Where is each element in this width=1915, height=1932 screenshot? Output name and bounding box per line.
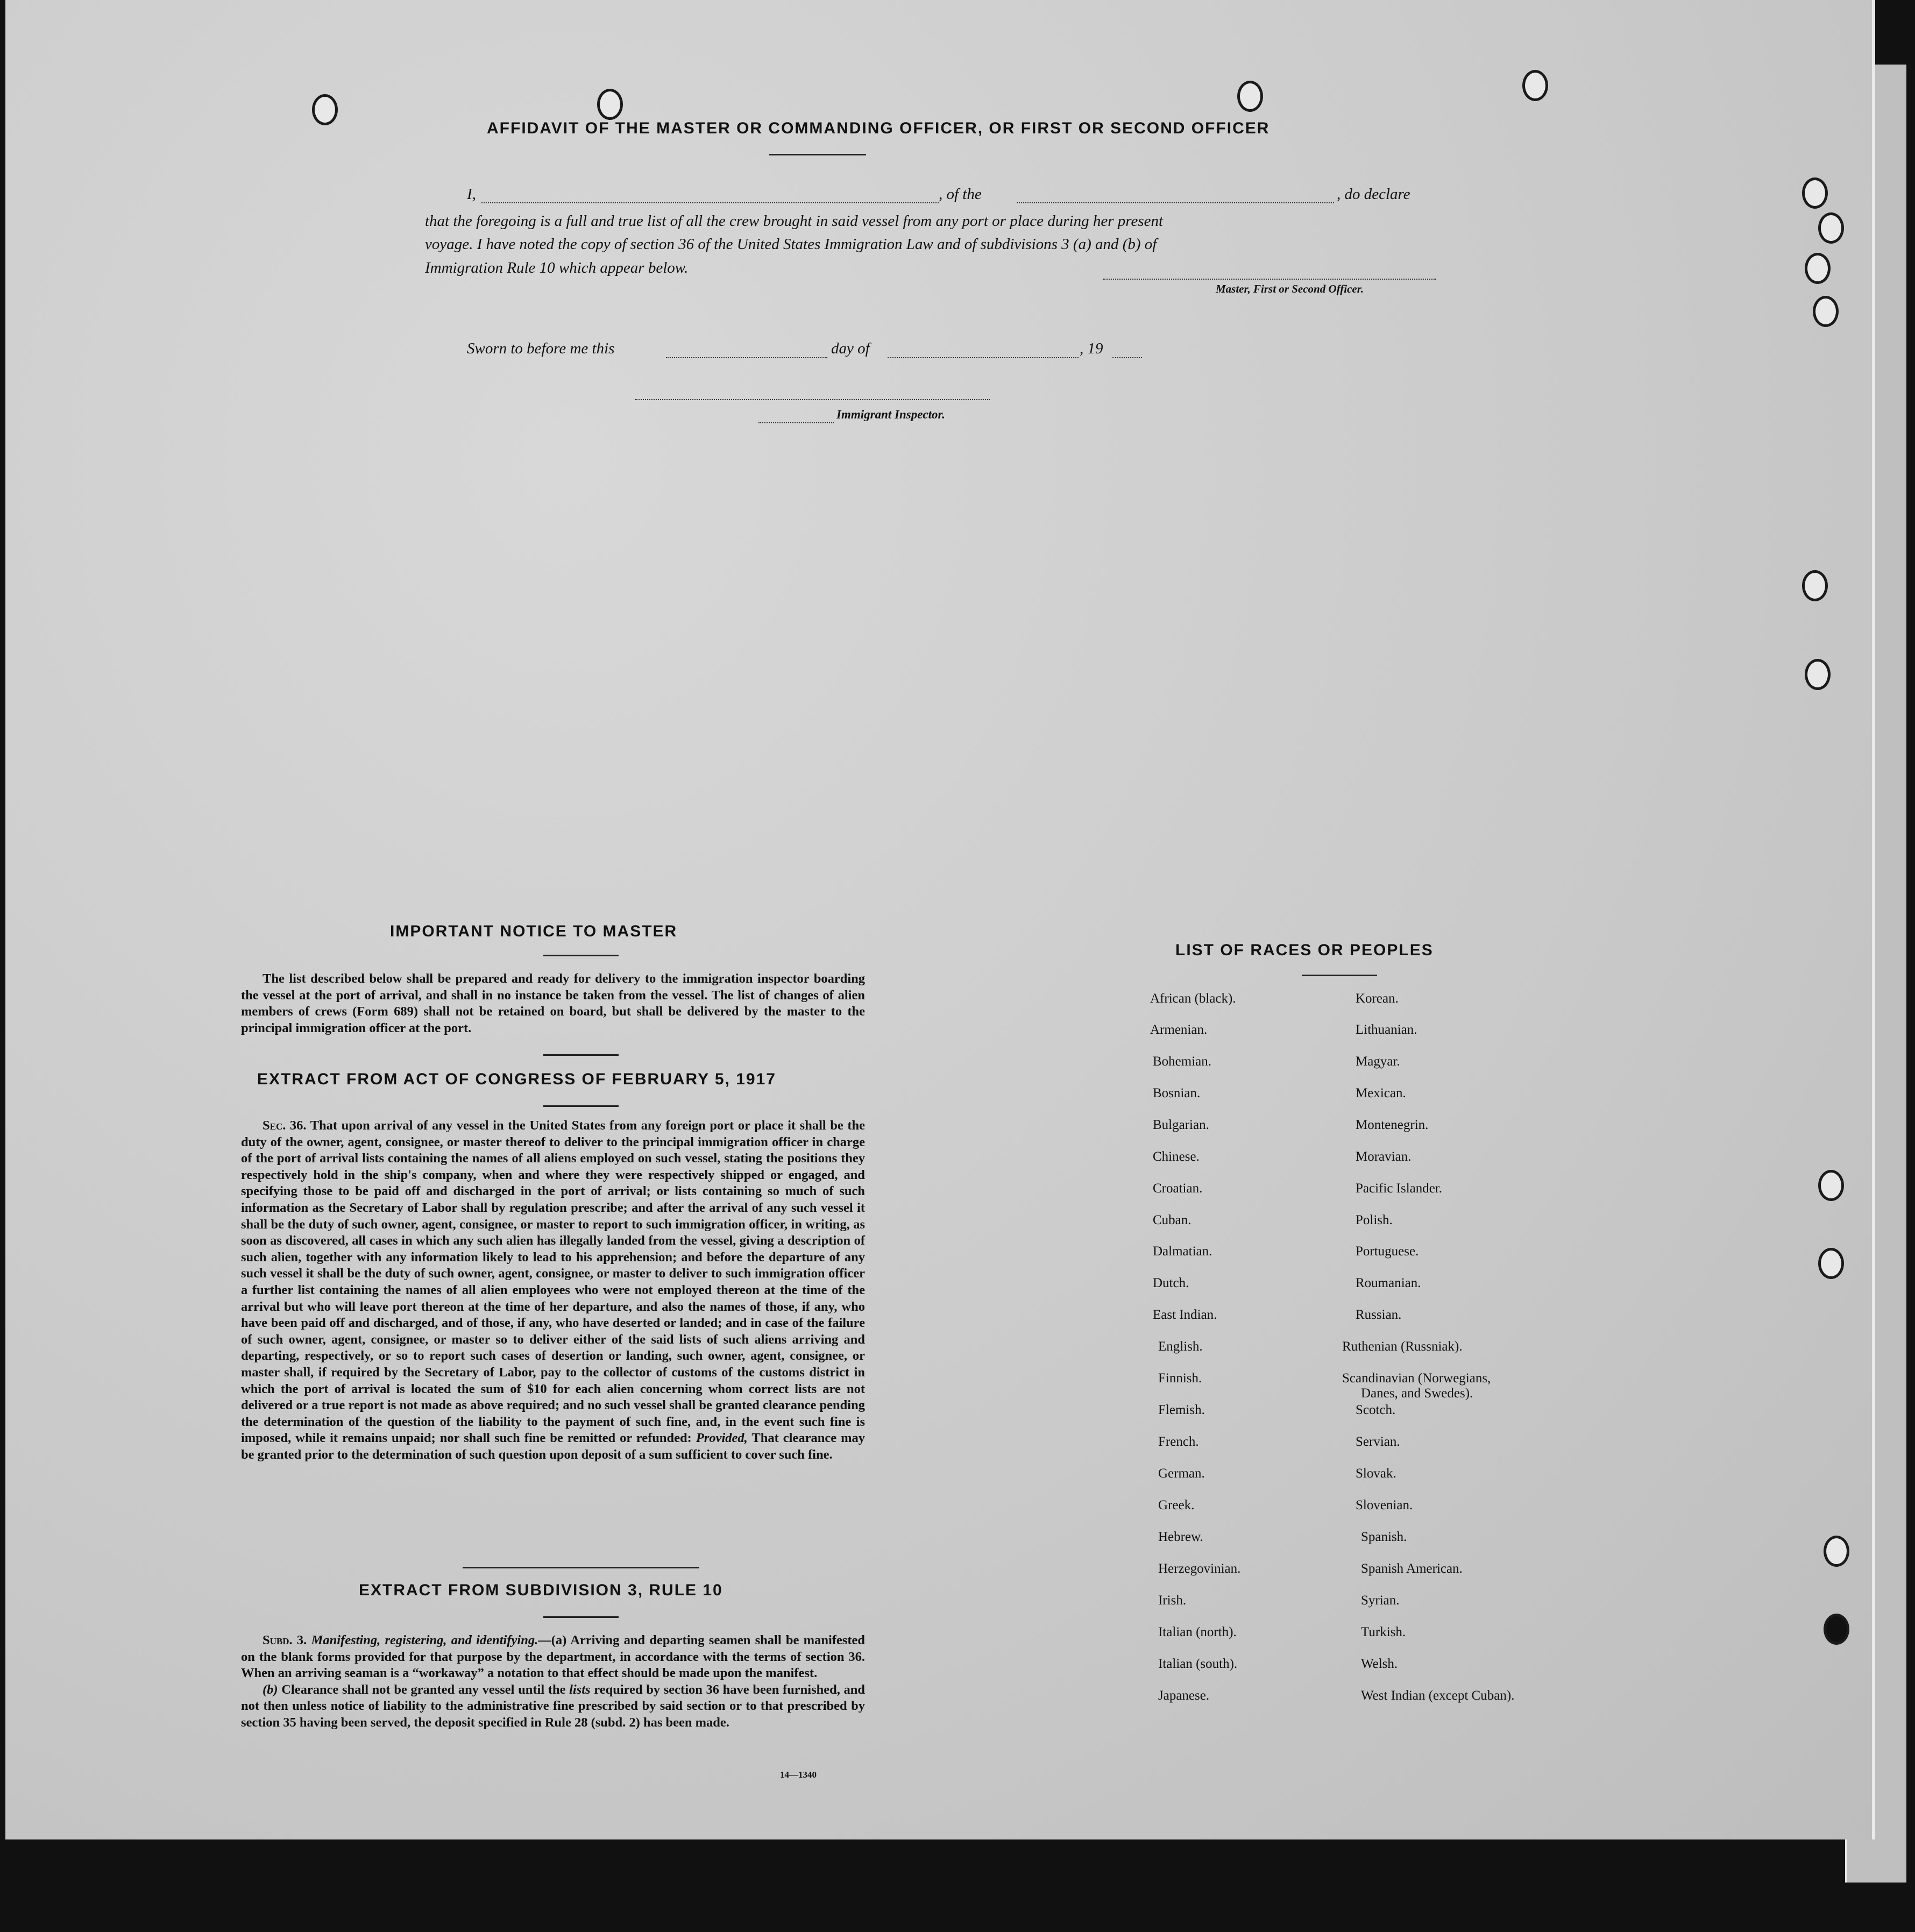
- affidavit-title: AFFIDAVIT OF THE MASTER OR COMMANDING OFFICER, OR FIRST OR SECOND OFFICER: [487, 119, 1270, 137]
- race-item: Scotch.: [1356, 1403, 1396, 1417]
- sworn-year-blank[interactable]: [1112, 357, 1142, 358]
- binder-hole-icon: [1824, 1536, 1849, 1567]
- race-item: Herzegovinian.: [1158, 1561, 1241, 1576]
- race-item: Mexican.: [1356, 1086, 1406, 1100]
- race-item: Armenian.: [1150, 1022, 1208, 1037]
- divider: [769, 154, 866, 155]
- race-item: Welsh.: [1361, 1657, 1398, 1671]
- race-item: Hebrew.: [1158, 1530, 1203, 1544]
- divider: [543, 1105, 619, 1107]
- inspector-dots: [758, 422, 834, 423]
- provided-label: Provided,: [696, 1431, 748, 1446]
- affidavit-i: I,: [467, 186, 476, 203]
- race-item: Finnish.: [1158, 1371, 1202, 1386]
- binder-hole-icon: [1805, 659, 1831, 690]
- binder-hole-icon: [597, 89, 623, 120]
- race-item: Turkish.: [1361, 1625, 1406, 1639]
- race-item: Bosnian.: [1153, 1086, 1201, 1100]
- subd-heading: Manifesting, registering, and identifying.: [311, 1633, 538, 1647]
- form-number: 14—1340: [780, 1770, 817, 1780]
- race-item: Japanese.: [1158, 1688, 1210, 1703]
- race-item: German.: [1158, 1466, 1205, 1481]
- race-item: Syrian.: [1361, 1593, 1400, 1608]
- race-item: Flemish.: [1158, 1403, 1205, 1417]
- race-item: Portuguese.: [1356, 1244, 1419, 1259]
- race-item: East Indian.: [1153, 1308, 1217, 1322]
- races-title: LIST OF RACES OR PEOPLES: [1175, 941, 1434, 959]
- divider: [543, 955, 619, 956]
- race-item: Dalmatian.: [1153, 1244, 1212, 1259]
- binder-hole-icon: [1813, 296, 1839, 327]
- race-item: French.: [1158, 1434, 1199, 1449]
- name-blank[interactable]: [481, 202, 939, 203]
- inspector-caption: Immigrant Inspector.: [836, 408, 945, 421]
- race-item: Dutch.: [1153, 1276, 1189, 1290]
- race-item: Bohemian.: [1153, 1054, 1212, 1069]
- sworn-day-blank[interactable]: [666, 357, 827, 358]
- a-text: Arriving and departing seamen shall be manifested on the blank forms provided for that purpose by the department, in accordance with the terms of section 36. When an arriving seaman is a “workaway” a notation to that effect should be made upon the manifest.: [241, 1633, 866, 1681]
- sworn-year: , 19: [1080, 340, 1103, 357]
- race-item: Scandinavian (Norwegians,: [1342, 1371, 1491, 1386]
- divider: [1302, 975, 1377, 976]
- race-item: Greek.: [1158, 1498, 1195, 1512]
- race-item: Moravian.: [1356, 1149, 1412, 1164]
- affidavit-of-the: , of the: [939, 186, 982, 203]
- divider: [543, 1054, 619, 1056]
- binder-hole-icon: [1818, 212, 1844, 244]
- race-item: Cuban.: [1153, 1213, 1191, 1227]
- provided-text: That clearance may be granted prior to the determination of such question upon deposit of a sum sufficient to cover such fine.: [241, 1431, 865, 1462]
- binder-hole-icon: [1818, 1248, 1844, 1279]
- b-lists: lists: [569, 1682, 591, 1697]
- race-item: Lithuanian.: [1356, 1022, 1417, 1037]
- race-item: Slovak.: [1356, 1466, 1396, 1481]
- race-item: Italian (south).: [1158, 1657, 1238, 1671]
- affidavit-body-line: Immigration Rule 10 which appear below.: [425, 259, 689, 276]
- sec-label: Sec. 36.: [263, 1118, 307, 1133]
- binder-hole-icon: [1805, 253, 1831, 284]
- sworn-prefix: Sworn to before me this: [467, 340, 615, 357]
- extract-rule-title: EXTRACT FROM SUBDIVISION 3, RULE 10: [359, 1581, 723, 1599]
- inspector-signature-blank[interactable]: [635, 399, 990, 400]
- race-item: Ruthenian (Russniak).: [1342, 1339, 1463, 1354]
- race-item: Montenegrin.: [1356, 1118, 1429, 1132]
- sworn-day-of: day of: [831, 340, 870, 357]
- race-item: Irish.: [1158, 1593, 1187, 1608]
- race-item: Polish.: [1356, 1213, 1393, 1227]
- divider: [463, 1567, 699, 1568]
- race-item: Magyar.: [1356, 1054, 1400, 1069]
- race-item: Korean.: [1356, 991, 1399, 1006]
- race-item: Slovenian.: [1356, 1498, 1413, 1512]
- binder-hole-icon: [1802, 570, 1828, 601]
- race-item: Pacific Islander.: [1356, 1181, 1443, 1196]
- divider: [543, 1616, 619, 1618]
- affidavit-body-line: voyage. I have noted the copy of section 36 of the United States Immigration Law and of subdivisions 3 (a) and (b) of: [425, 236, 1157, 253]
- race-item: Spanish.: [1361, 1530, 1407, 1544]
- extract-act-title: EXTRACT FROM ACT OF CONGRESS OF FEBRUARY 5, 1917: [257, 1070, 776, 1088]
- signature-blank[interactable]: [1103, 279, 1436, 280]
- extract-rule-text: [241, 1632, 865, 1731]
- binder-hole-icon: [1818, 1170, 1844, 1201]
- race-item: English.: [1158, 1339, 1203, 1354]
- race-item: Russian.: [1356, 1308, 1402, 1322]
- b-text: required by section 36 have been furnished, and not then unless notice of liability to the administrative fine prescribed by said section or to that prescribed by section 35 having been served, the deposit specified in Rule 28 (subd. 2) has been made.: [241, 1682, 866, 1730]
- vessel-blank[interactable]: [1017, 202, 1334, 203]
- race-item: African (black).: [1150, 991, 1236, 1006]
- b-label: (b): [263, 1682, 278, 1697]
- extract-act-text: [241, 1118, 865, 1463]
- race-item: Roumanian.: [1356, 1276, 1421, 1290]
- document-page: [5, 0, 1875, 1839]
- sec-36-text: That upon arrival of any vessel in the United States from any foreign port or place it shall be the duty of the owner, agent, consignee, or master thereof to deliver to the principal immigration officer in charge of the port of arrival lists containing the names of all aliens employed on such vessel, stating the positions they respectively hold in the ship's company, when and where they were respectively shipped or engaged, and specifying those to be paid off and discharged in the port of arrival; or lists containing so much of such information as the Secretary of Labor shall by regulation prescribe; and after the arrival of any such vessel it shall be the duty of such owner, agent, consignee, or master to report to such immigration officer, in writing, as soon as discovered, all cases in which any such alien has illegally landed from the vessel, giving a description of such alien, together with any information likely to lead to his apprehension; and before the departure of any such vessel it shall be the duty of such owner, agent, consignee, or master to deliver to such immigration officer a further list containing the names of all alien employees who were not employed thereon at the time of the arrival but who will leave port thereon at the time of her departure, and also the names of those, if any, who have been paid off and discharged, and of those, if any, who have deserted or landed; and in case of the failure of such owner, agent, consignee, or master so to deliver either of the said lists of such aliens arriving and departing, respectively, or so to report such cases of desertion or landing, such owner, agent, consignee, or master shall, if required by the Secretary of Labor, pay to the collector of customs of the customs district in which the port of arrival is located the sum of $10 for each alien concerning whom correct lists are not delivered or a true report is not made as above required; and no such vessel shall be granted clearance pending the determination of the question of the liability to the payment of such fine, and, in the event such fine is imposed, while it remains unpaid; nor shall such fine be remitted or refunded:: [241, 1118, 865, 1446]
- race-item: Croatian.: [1153, 1181, 1203, 1196]
- affidavit-declare: , do declare: [1337, 186, 1410, 203]
- race-item: Italian (north).: [1158, 1625, 1237, 1639]
- b-text: Clearance shall not be granted any vessel until the: [281, 1682, 566, 1697]
- sworn-month-blank[interactable]: [888, 357, 1079, 358]
- race-item: Servian.: [1356, 1434, 1400, 1449]
- binder-hole-icon: [312, 94, 338, 125]
- notice-title: IMPORTANT NOTICE TO MASTER: [390, 922, 678, 940]
- notice-text: The list described below shall be prepared and ready for delivery to the immigration inspector boarding the vessel at the port of arrival, and shall in no instance be taken from the vessel. The list of changes of alien members of crews (Form 689) shall not be retained on board, but shall be delivered by the master to the principal immigration officer at the port.: [241, 971, 865, 1035]
- signature-caption: Master, First or Second Officer.: [1216, 282, 1364, 295]
- race-item: Bulgarian.: [1153, 1118, 1209, 1132]
- binder-hole-icon: [1824, 1614, 1849, 1645]
- binder-hole-icon: [1802, 177, 1828, 209]
- a-label: —(a): [538, 1633, 567, 1647]
- race-item: West Indian (except Cuban).: [1361, 1688, 1515, 1703]
- binder-hole-icon: [1237, 81, 1263, 112]
- binder-hole-icon: [1522, 70, 1548, 101]
- race-item: Chinese.: [1153, 1149, 1200, 1164]
- race-item: Spanish American.: [1361, 1561, 1463, 1576]
- subd-label: Subd. 3.: [263, 1633, 307, 1647]
- affidavit-body-line: that the foregoing is a full and true list of all the crew brought in said vessel from any port or place during her present: [425, 212, 1164, 230]
- race-item: Danes, and Swedes).: [1361, 1386, 1473, 1401]
